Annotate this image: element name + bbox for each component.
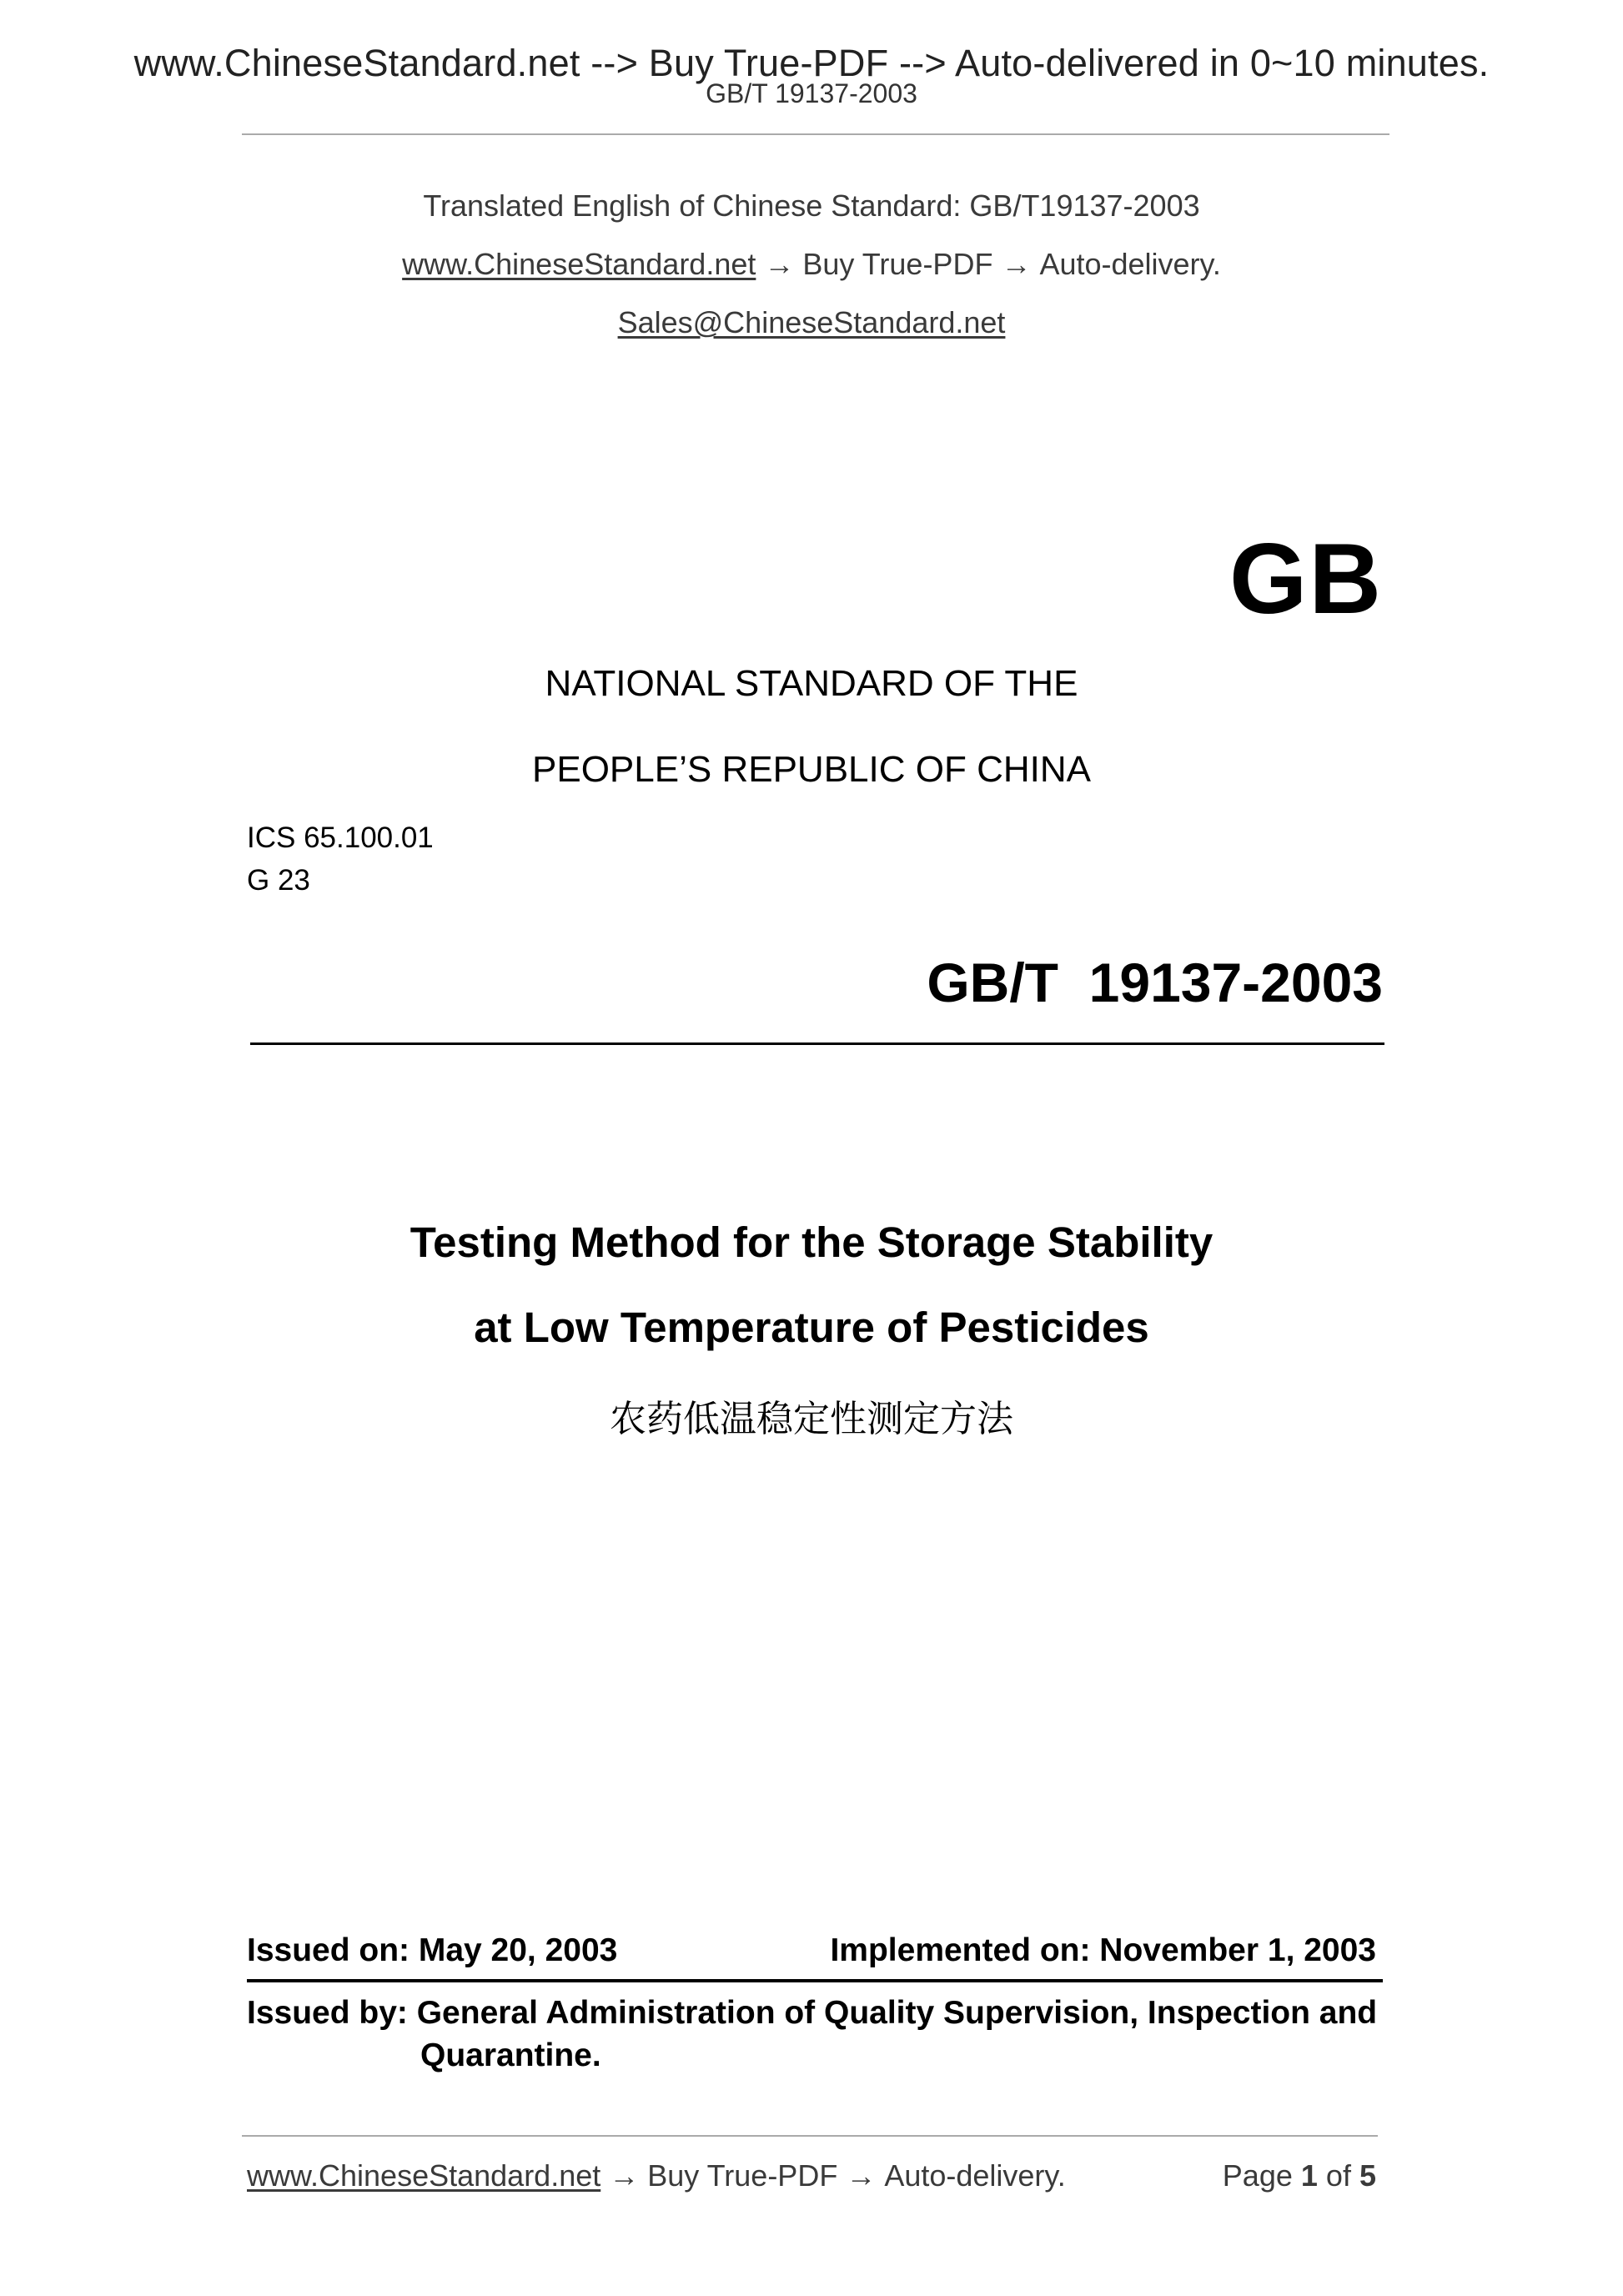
gb-mark: GB [1229,523,1383,635]
email-link[interactable]: Sales@ChineseStandard.net [617,305,1006,339]
footer-delivery-text: Auto-delivery. [884,2158,1066,2193]
email-line [0,305,1623,340]
footer-site-link[interactable]: www.ChineseStandard.net [247,2158,601,2193]
national-standard-line-1: NATIONAL STANDARD OF THE [545,663,1078,704]
issued-on-date: Issued on: May 20, 2003 [247,1932,618,1968]
implemented-on-date: Implemented on: November 1, 2003 [830,1932,1376,1968]
issued-by [247,1992,1389,2077]
title-line-1: Testing Method for the Storage Stability [410,1218,1213,1266]
buy-text: Buy True-PDF [802,247,993,281]
issued-by-line-2: Quarantine. [420,2037,601,2073]
standard-number: GB/T 19137-2003 [927,952,1383,1013]
page-word: Page [1222,2158,1293,2193]
top-banner: www.ChineseStandard.net --> Buy True-PDF --> Auto-delivered in 0~10 minutes. [133,42,1490,84]
footer-buy-text: Buy True-PDF [647,2158,838,2193]
issued-by-line-1: Issued by: General Administration of Quality Supervision, Inspection and [247,1995,1378,2031]
running-header-doc-id: GB/T 19137-2003 [706,78,917,108]
title-chinese: 农药低温稳定性测定方法 [610,1398,1013,1440]
translated-notice: Translated English of Chinese Standard: GB/T19137-2003 [423,188,1200,223]
footer-divider [242,2135,1378,2137]
national-standard-line-2: PEOPLE’S REPUBLIC OF CHINA [532,749,1091,790]
title-line-2: at Low Temperature of Pesticides [474,1304,1149,1351]
arrow-right-icon: → [846,2158,877,2193]
site-link[interactable]: www.ChineseStandard.net [402,247,756,281]
page-indicator [1223,2158,1376,2193]
classification-code: G 23 [247,864,310,897]
footer-purchase-line [247,2158,1066,2193]
delivery-text: Auto-delivery. [1039,247,1221,281]
page-current: 1 [1300,2158,1318,2193]
page-total: 5 [1359,2158,1376,2193]
arrow-right-icon: → [764,247,795,281]
issuance-rule [247,1979,1383,1982]
header-divider [242,133,1389,135]
arrow-right-icon: → [609,2158,640,2193]
standard-number-rule [250,1042,1384,1045]
of-word: of [1325,2158,1351,2193]
purchase-line [0,247,1623,282]
ics-code: ICS 65.100.01 [247,821,434,854]
arrow-right-icon: → [1001,247,1032,281]
